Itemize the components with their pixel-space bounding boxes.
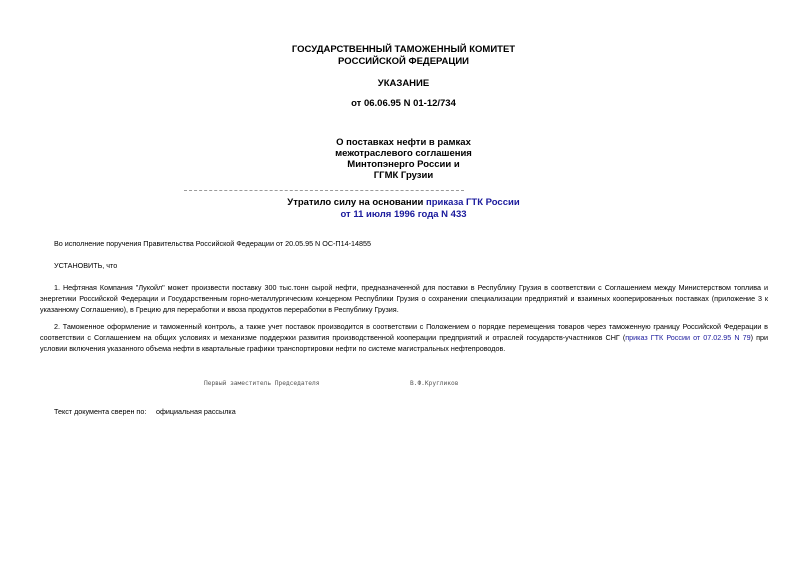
paragraph-2-text: 2. Таможенное оформление и таможенный контроль, а также учет поставок производится в соответствии с Положением о порядке перемещения товаров через таможенную границу Российской Федерации в соответствии с Соглашением на общих условиях и механизме поддержки развития производственной кооперации предприятий и отраслей государств-участников СНГ ( (40, 322, 768, 342)
signatory-position: Первый заместитель Председателя (204, 380, 320, 387)
revocation-notice (0, 197, 807, 221)
subject-line: межотраслевого соглашения (335, 148, 472, 159)
signatory-name: В.Ф.Кругликов (410, 380, 459, 387)
paragraph-2 (40, 321, 768, 354)
dashed-divider (184, 190, 464, 191)
document-date-number: от 06.06.95 N 01-12/734 (351, 98, 456, 109)
paragraph-2-text-end: ) при условии включения указанного объема нефти в квартальные графики транспортировки нефти по системе магистральных нефтепроводов. (40, 333, 769, 353)
verified-label: Текст документа сверен по: (54, 407, 147, 416)
ustanovit-line: УСТАНОВИТЬ, что (54, 261, 118, 270)
org-name-line-1: ГОСУДАРСТВЕННЫЙ ТАМОЖЕННЫЙ КОМИТЕТ (291, 44, 516, 55)
verified-source: официальная рассылка (156, 407, 236, 416)
document-header (0, 44, 807, 68)
document-subject (0, 137, 807, 181)
revocation-prefix: Утратило силу на основании (287, 197, 426, 208)
revocation-order-link[interactable]: приказа ГТК России (425, 197, 520, 208)
paragraph-1: 1. Нефтяная Компания "Лукойл" может произвести поставку 300 тыс.тонн сырой нефти, предназначенной для поставки в Республику Грузия в соответствии с Соглашением между Министерством топлива и энергетики Российской Федерации и Государственным горно-металлургическим концерном Республики Грузия о сохранении специализации предприятий и взаимных кооперированных поставках (приложение 3 к указанному Соглашению), в Грецию для переработки и ввоза продуктов переработки в Республику Грузия. (40, 283, 768, 314)
revocation-order-date-link[interactable]: от 11 июля 1996 года N 433 (340, 209, 467, 220)
order-79-link[interactable]: приказ ГТК России от 07.02.95 N 79 (625, 333, 751, 342)
document-type: УКАЗАНИЕ (377, 78, 430, 89)
subject-line: О поставках нефти в рамках (336, 137, 471, 148)
subject-line: Минтопэнерго России и (347, 159, 460, 170)
org-name-line-2: РОССИЙСКОЙ ФЕДЕРАЦИИ (337, 56, 469, 67)
subject-line: ГГМК Грузии (373, 170, 434, 181)
intro-paragraph: Во исполнение поручения Правительства Российской Федерации от 20.05.95 N ОС-П14-14855 (54, 239, 371, 248)
